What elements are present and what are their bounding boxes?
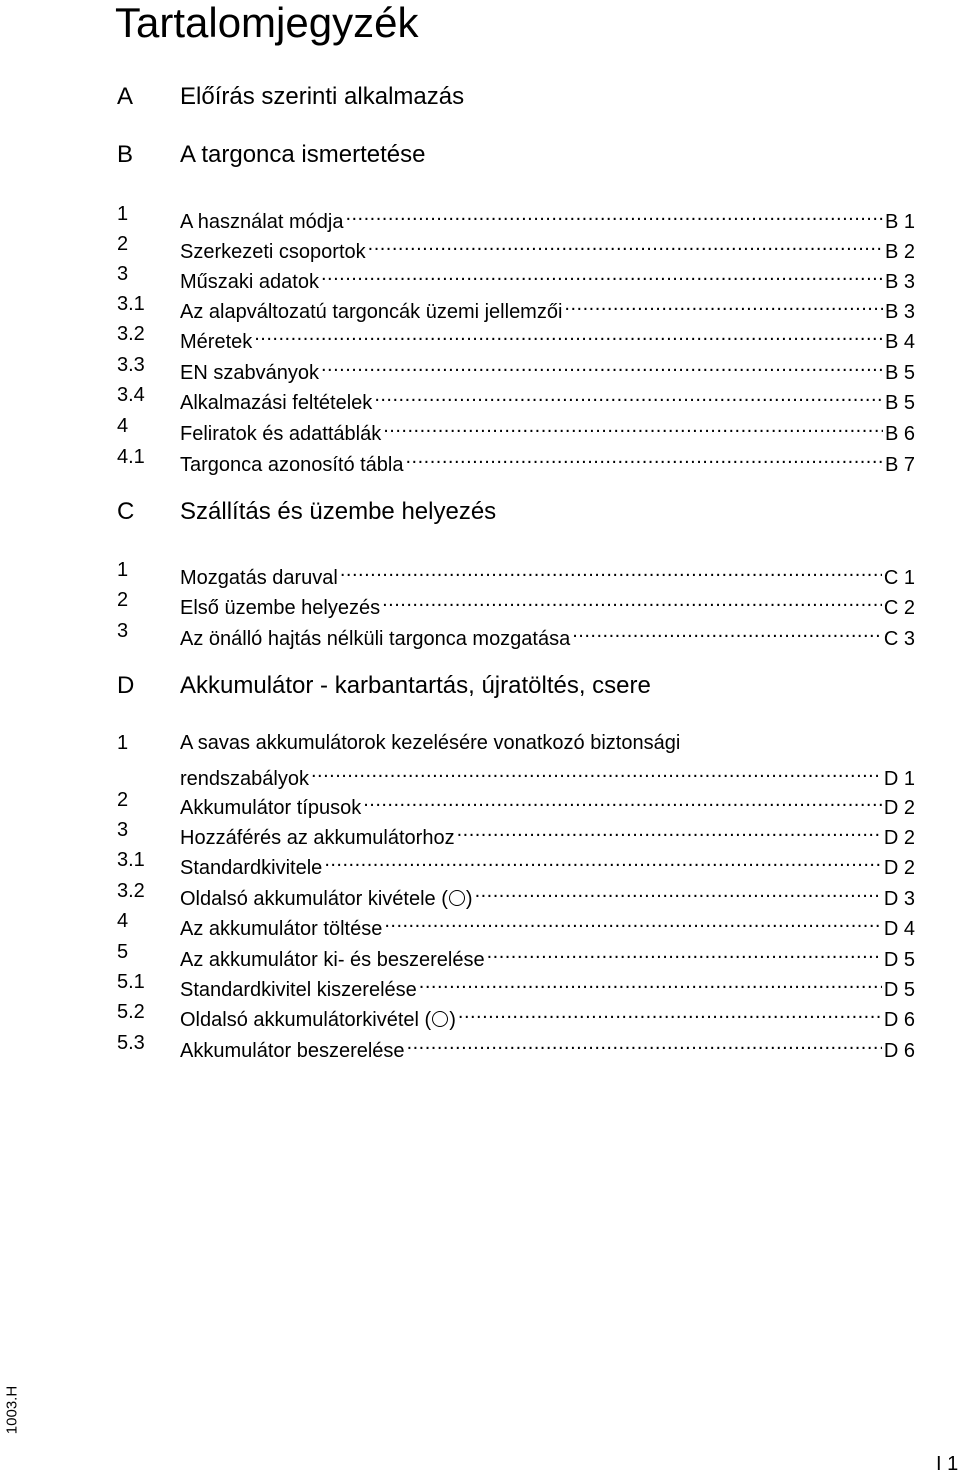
- toc-entry[interactable]: [117, 968, 915, 1001]
- section-letter: B: [117, 141, 134, 168]
- entry-number: 5.1: [117, 971, 145, 993]
- toc-entry[interactable]: [117, 907, 915, 940]
- section-d-heading[interactable]: [117, 671, 917, 701]
- dot-leader: [475, 877, 882, 905]
- entry-title-text: Oldalsó akkumulátor kivétele (: [180, 888, 448, 910]
- entry-page: D 3: [883, 888, 915, 910]
- circle-icon: [432, 1011, 448, 1027]
- entry-page: D 4: [883, 918, 915, 940]
- toc-entry[interactable]: [117, 230, 915, 263]
- entry-page: B 5: [884, 392, 915, 414]
- toc-entry[interactable]: [117, 877, 915, 910]
- dot-leader: [407, 1029, 882, 1057]
- dot-leader: [324, 846, 882, 874]
- entry-title: Targonca azonosító tábla: [180, 454, 404, 476]
- entry-page: D 1: [883, 768, 915, 790]
- section-letter: C: [117, 498, 135, 525]
- section-title: Akkumulátor - karbantartás, újratöltés, csere: [180, 672, 651, 699]
- dot-leader: [345, 200, 883, 228]
- entry-page: D 2: [883, 827, 915, 849]
- entry-number: 3.1: [117, 293, 145, 315]
- entry-page: B 5: [884, 362, 915, 384]
- entry-title-suffix: ): [449, 1009, 456, 1031]
- entry-page: B 2: [884, 241, 915, 263]
- toc-entry[interactable]: [117, 998, 915, 1031]
- section-a-heading[interactable]: [117, 82, 917, 112]
- entry-title: Alkalmazási feltételek: [180, 392, 373, 414]
- entry-number: 5.3: [117, 1032, 145, 1054]
- entry-number: 2: [117, 589, 129, 611]
- entry-page: C 1: [883, 567, 915, 589]
- toc-entry[interactable]: [117, 290, 915, 323]
- toc-entry[interactable]: [117, 617, 915, 650]
- dot-leader: [382, 586, 882, 614]
- entry-title: Akkumulátor beszerelése: [180, 1040, 405, 1062]
- toc-entry[interactable]: [117, 938, 915, 971]
- dot-leader: [383, 412, 883, 440]
- entry-number: 3: [117, 620, 129, 642]
- dot-leader: [368, 230, 883, 258]
- entry-title: Műszaki adatok: [180, 271, 319, 293]
- dot-leader: [406, 443, 883, 471]
- page-title: Tartalomjegyzék: [115, 0, 419, 46]
- entry-number: 2: [117, 789, 129, 811]
- dot-leader: [458, 998, 882, 1026]
- entry-number: 1: [117, 559, 129, 581]
- entry-title: Mozgatás daruval: [180, 567, 338, 589]
- dot-leader: [254, 320, 883, 348]
- dot-leader: [321, 351, 883, 379]
- toc-entry[interactable]: [117, 260, 915, 293]
- entry-page: B 6: [884, 423, 915, 445]
- dot-leader: [374, 381, 883, 409]
- entry-number: 4: [117, 910, 129, 932]
- section-c-heading[interactable]: [117, 497, 917, 527]
- toc-entry[interactable]: [117, 381, 915, 414]
- entry-page: C 2: [883, 597, 915, 619]
- dot-leader: [340, 556, 882, 584]
- entry-number: 1: [117, 203, 129, 225]
- entry-page: D 5: [883, 979, 915, 1001]
- dot-leader: [419, 968, 882, 996]
- entry-page: B 3: [884, 271, 915, 293]
- toc-entry[interactable]: [117, 786, 915, 819]
- entry-title: EN szabványok: [180, 362, 319, 384]
- toc-entry[interactable]: [117, 556, 915, 589]
- section-letter: A: [117, 83, 134, 110]
- toc-entry[interactable]: [117, 351, 915, 384]
- entry-page: D 6: [883, 1009, 915, 1031]
- entry-page: D 2: [883, 857, 915, 879]
- entry-page: D 6: [883, 1040, 915, 1062]
- entry-page: B 1: [884, 211, 915, 233]
- entry-title: rendszabályok: [180, 768, 309, 790]
- entry-title-suffix: ): [465, 888, 473, 910]
- section-title: Szállítás és üzembe helyezés: [180, 498, 497, 525]
- entry-title: Akkumulátor típusok: [180, 797, 362, 819]
- entry-title: Standardkivitele: [180, 857, 323, 879]
- entry-number: 4: [117, 415, 129, 437]
- entry-title: Az alapváltozatú targoncák üzemi jellemzői: [180, 301, 563, 323]
- toc-entry[interactable]: [117, 816, 915, 849]
- toc-entry[interactable]: [117, 200, 915, 233]
- entry-number: 3.2: [117, 323, 145, 345]
- entry-title: Szerkezeti csoportok: [180, 241, 366, 263]
- toc-entry[interactable]: [117, 586, 915, 619]
- dot-leader: [487, 938, 882, 966]
- dot-leader: [564, 290, 883, 318]
- dot-leader: [321, 260, 883, 288]
- entry-number: 3.3: [117, 354, 145, 376]
- section-title: Előírás szerinti alkalmazás: [180, 83, 465, 110]
- section-title: A targonca ismertetése: [180, 141, 426, 168]
- toc-entry[interactable]: [117, 1029, 915, 1062]
- entry-page: C 3: [883, 628, 915, 650]
- entry-page: B 4: [884, 331, 915, 353]
- entry-number: 3: [117, 263, 129, 285]
- entry-page: D 5: [883, 949, 915, 971]
- toc-entry[interactable]: [117, 846, 915, 879]
- toc-entry[interactable]: [117, 320, 915, 353]
- section-letter: D: [117, 672, 135, 699]
- entry-number: 3.4: [117, 384, 145, 406]
- entry-page: B 3: [884, 301, 915, 323]
- entry-number: 3.2: [117, 880, 145, 902]
- entry-number: 1: [117, 732, 129, 754]
- toc-entry[interactable]: [117, 443, 915, 476]
- entry-page: D 2: [883, 797, 915, 819]
- entry-number: 5: [117, 941, 129, 963]
- entry-title: Standardkivitel kiszerelése: [180, 979, 417, 1001]
- toc-entry[interactable]: [117, 729, 915, 790]
- dot-leader: [457, 816, 882, 844]
- dot-leader: [363, 786, 882, 814]
- entry-number: 2: [117, 233, 129, 255]
- section-b-heading[interactable]: [117, 140, 917, 170]
- entry-title: Feliratok és adattáblák: [180, 423, 382, 445]
- entry-number: 3.1: [117, 849, 145, 871]
- entry-number: 5.2: [117, 1001, 145, 1023]
- entry-title-text: Oldalsó akkumulátorkivétel (: [180, 1009, 432, 1031]
- entry-title: Az önálló hajtás nélküli targonca mozgatása: [180, 628, 571, 650]
- entry-number: 3: [117, 819, 129, 841]
- entry-title: Az akkumulátor ki- és beszerelése: [180, 949, 485, 971]
- entry-number: 4.1: [117, 446, 145, 468]
- entry-title: Az akkumulátor töltése: [180, 918, 383, 940]
- entry-title: Méretek: [180, 331, 253, 353]
- circle-icon: [449, 890, 465, 906]
- entry-page: B 7: [884, 454, 915, 476]
- dot-leader: [572, 617, 882, 645]
- entry-title-line1: A savas akkumulátorok kezelésére vonatkozó biztonsági: [180, 732, 681, 754]
- entry-title: Hozzáférés az akkumulátorhoz: [180, 827, 455, 849]
- document-code-text: 1003.H: [3, 1385, 21, 1435]
- entry-title: A használat módja: [180, 211, 344, 233]
- entry-title: Első üzembe helyezés: [180, 597, 381, 619]
- document-code: [1, 1380, 23, 1440]
- dot-leader: [384, 907, 882, 935]
- toc-entry[interactable]: [117, 412, 915, 445]
- page-number: I 1: [936, 1453, 959, 1475]
- dot-leader: [311, 757, 882, 785]
